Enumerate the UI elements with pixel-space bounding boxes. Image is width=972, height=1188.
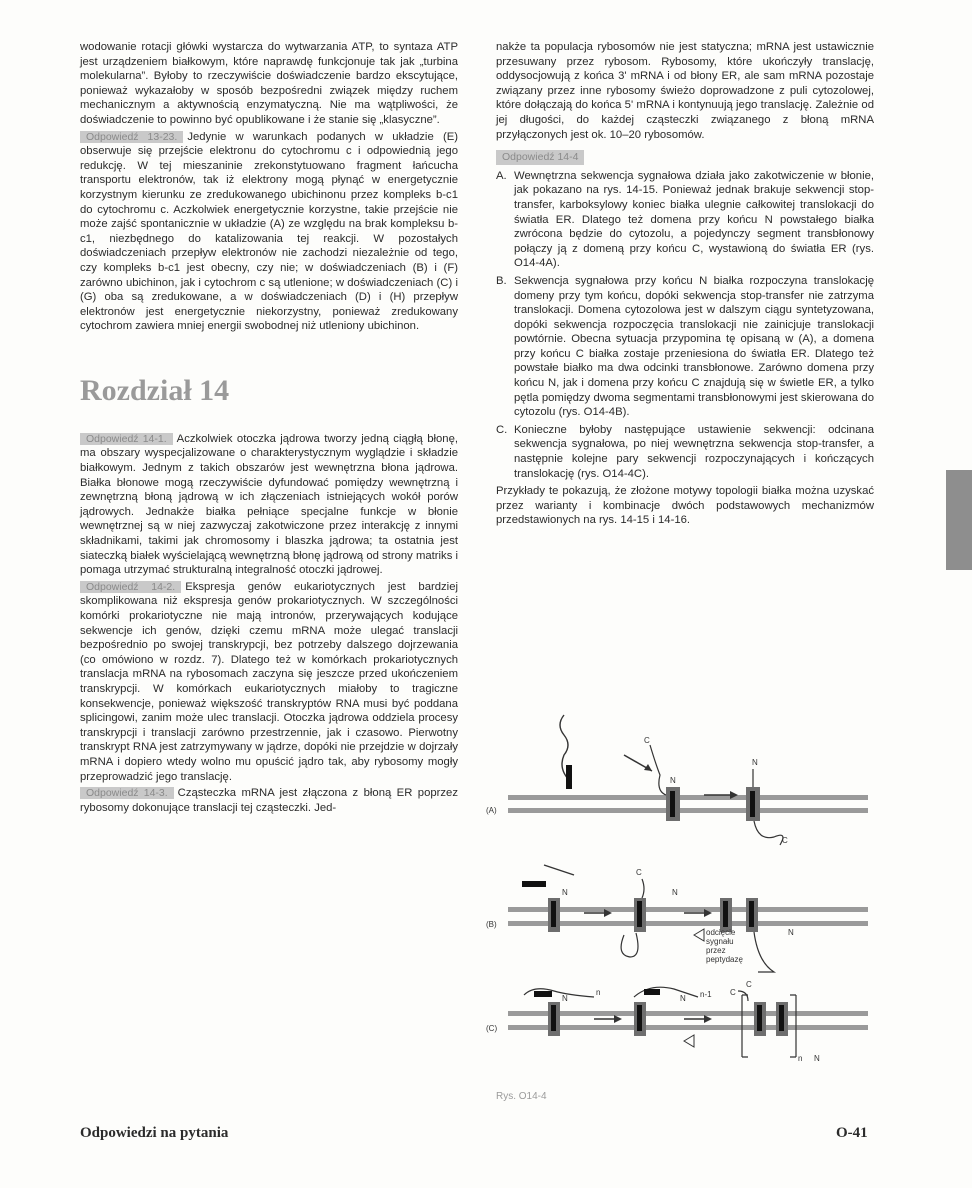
label-n-b3: N bbox=[788, 928, 794, 937]
label-n-a1: N bbox=[670, 776, 676, 785]
tm-c2 bbox=[637, 1005, 642, 1031]
cleave-label-4: peptydazę bbox=[706, 955, 743, 964]
label-n-b2: N bbox=[672, 888, 678, 897]
panel-a-label: (A) bbox=[486, 806, 497, 815]
tm-b2 bbox=[637, 901, 642, 927]
label-n-c3: N bbox=[814, 1054, 820, 1063]
tm-b4 bbox=[749, 901, 754, 927]
figure-o14-4 bbox=[484, 695, 884, 1115]
signal-segment bbox=[566, 765, 572, 789]
panel-c bbox=[486, 987, 868, 1063]
answer-14-1 bbox=[80, 432, 458, 578]
answer-14-3 bbox=[80, 786, 458, 815]
answer-14-2 bbox=[80, 580, 458, 784]
list-marker: B. bbox=[496, 274, 507, 287]
tm-b3 bbox=[723, 901, 728, 927]
panel-a bbox=[486, 715, 868, 845]
signal-b bbox=[522, 881, 546, 887]
list-item bbox=[496, 169, 874, 271]
answer-label-14-1: Odpowiedź 14-1. bbox=[80, 433, 173, 445]
closing-paragraph: Przykłady te pokazują, że złożone motywy topologii białka można uzyskać przez warianty i kombinacje dwóch podstawowych mechanizmów przedstawionych na rys. 14-15 i 14-16. bbox=[496, 485, 874, 527]
answer-14-4-list bbox=[496, 169, 874, 481]
membrane-bottom bbox=[508, 1025, 868, 1030]
label-n-c2: N bbox=[680, 994, 686, 1003]
peptidase-marker-c bbox=[684, 1035, 694, 1047]
answer-text-13-23: Jedynie w warunkach podanych w układzie (E) obserwuje się przejście elektronu do cytochromu c i odpowiednią jego redukcję. W tej mieszaninie zrekonstytuowano fragment łańcucha transportu elektronów, tak iż elektrony mogą płynąć w energetycznie korzystnym kierunku ze zredukowanego ubichinonu przez kompleks b-c1 do cytochromu c. Aczkolwiek energetycznie korzystne, takie przejście nie może zajść spontanicznie w układzie (A) ze względu na brak kompleksu b-c1, niezbędnego do katalizowania tej reakcji. W pozostałych doświadczeniach przepływ elektronów nie zachodzi niezależnie od tego, czy kompleks b-c1 jest obecny, czy nie; w doświadczeniach (B) i (F) zarówno ubichinon, jak i cytochrom c są utlenione; w doświadczeniach (C) i (G) oba są zredukowane, a w doświadczeniach (D) i (H) przepływ elektronów jest energetycznie niekorzystny, ponieważ zredukowany cytochrom zawiera mniej energii swobodnej niż utleniony ubichinon. bbox=[80, 130, 458, 333]
tm-segment-a1 bbox=[670, 791, 675, 817]
answer-13-23 bbox=[80, 130, 458, 334]
membrane-bottom bbox=[508, 808, 868, 813]
list-item-text: Sekwencja sygnałowa przy końcu N białka rozpoczyna translokację domeny przy tym końcu, dopóki sekwencja stop-transfer nie zatrzyma translokacji. Domena cytozolowa jest w dalszym ciągu syntetyzowana, dopóki sekwencja rozpoczęcia translokacji nie zainicjuje translokacji powtórnie. Obecna sytuacja przypomina tę opisaną w (A), a domena przy końcu C białka zostaje przeniesiona do światła ER. Dlatego też powstałe białko ma dwa odcinki transbłonowe. Zarówno domena przy końcu N, jak i domena przy końcu C znajdują się w świetle ER, a tylko pętla pomiędzy dwoma segmentami transbłonowymi jest skierowana do cytozolu (rys. O14-4B). bbox=[514, 274, 874, 419]
nascent-chain-b bbox=[544, 865, 574, 875]
tm-b1 bbox=[551, 901, 556, 927]
membrane-top bbox=[508, 1011, 868, 1016]
footer-title: Odpowiedzi na pytania bbox=[80, 1125, 229, 1141]
list-item bbox=[496, 423, 874, 481]
cleave-label-1: odcięcie bbox=[706, 928, 736, 937]
answer-label-14-2: Odpowiedź 14-2. bbox=[80, 581, 181, 593]
c-tail-a2 bbox=[754, 821, 783, 845]
c-tail-b2 bbox=[754, 932, 774, 972]
signal-c2 bbox=[644, 989, 660, 995]
c-tail-c bbox=[738, 991, 748, 1001]
label-sub-n1: n-1 bbox=[700, 990, 712, 999]
continuation-paragraph: nakże ta populacja rybosomów nie jest statyczna; mRNA jest ustawicznie przesuwany przez rybosom. Rybosomy, które ukończyły translację, oddysocjowują z końca 3' mRNA i od błony ER, ale sam mRNA pozostaje związany przez inne rybosomy świeżo doprowadzone z puli cytozolowej, które dołączają do końca 5' mRNA i kontynuują jego translację. Zależnie od jej długości, do każdej cząsteczki związanego z błoną mRNA przyłączonych jest ok. 10–20 rybosomów. bbox=[496, 41, 874, 141]
c-tail-b bbox=[642, 879, 644, 898]
arrow-head-6 bbox=[704, 1015, 712, 1023]
answer-text-14-2: Ekspresja genów eukariotycznych jest bardziej skomplikowana niż ekspresja genów prokariotycznych. W szczególności komórki prokariotyczne nie mają intronów, przerywających kodujące sekwencje ich genów, dzięki czemu mRNA może ulegać translacji bezpośrednio po swojej transkrypcji, bez potrzeby dalszego dojrzewania (co omówiono w rozdz. 7). Dlatego też w komórkach prokariotycznych translacja mRNA na rybosomach zaczyna się jeszcze przed ukończeniem transkrypcji. W komórkach eukariotycznych miałoby to tragiczne konsekwencje, ponieważ większość transkryptów RNA musi być poddana splicingowi, zanim może ulec translacji. Otoczka jądrowa oddziela procesy transkrypcji i translacji zarówno przestrzennie, jak i czasowo. Pierwotny transkrypt RNA jest zatrzymywany w jądrze, dopóki nie przejdzie w dojrzały mRNA i dopiero wtedy wolno mu opuścić jądro tak, aby rybosomy mogły przeprowadzić jego translację. bbox=[80, 580, 458, 783]
signal-c bbox=[534, 991, 552, 997]
chapter-title: Rozdział 14 bbox=[80, 373, 230, 407]
page-number: O-41 bbox=[836, 1125, 868, 1141]
side-thumb-tab bbox=[946, 470, 972, 570]
label-c-b2: C bbox=[746, 980, 752, 989]
arrow-head-5 bbox=[614, 1015, 622, 1023]
label-n-c1: N bbox=[562, 994, 568, 1003]
membrane-top bbox=[508, 795, 868, 800]
peptidase-marker bbox=[694, 929, 704, 941]
figure-caption: Rys. O14-4 bbox=[496, 1091, 547, 1102]
tm-segment-a2 bbox=[750, 791, 755, 817]
tm-c4 bbox=[779, 1005, 784, 1031]
label-n-b1: N bbox=[562, 888, 568, 897]
panel-b bbox=[486, 865, 868, 989]
label-sub-n: n bbox=[596, 988, 601, 997]
left-column bbox=[80, 40, 458, 817]
answer-text-14-3: Cząsteczka mRNA jest złączona z błoną ER poprzez rybosomy dokonujące translacji tej cząsteczki. Jed- bbox=[80, 787, 458, 814]
chain-c2 bbox=[634, 987, 698, 997]
label-c-a: C bbox=[644, 736, 650, 745]
right-column bbox=[496, 40, 874, 530]
membrane-bottom bbox=[508, 921, 868, 926]
panel-b-label: (B) bbox=[486, 920, 497, 929]
list-item bbox=[496, 274, 874, 420]
membrane-top bbox=[508, 907, 868, 912]
cleave-label-2: sygnału bbox=[706, 937, 734, 946]
list-marker: C. bbox=[496, 423, 508, 436]
loop-a1 bbox=[650, 745, 666, 795]
label-n-a2: N bbox=[752, 758, 758, 767]
answer-text-14-1: Aczkolwiek otoczka jądrowa tworzy jedną ciągłą błonę, ma obszary wyspecjalizowane o charakterystycznym wyglądzie i składzie białkowym. Jednym z takich obszarów jest wewnętrzna błona jądrowa. Białka błonowe mogą rzeczywiście dyfundować pomiędzy wewnętrzną i zewnętrzną błoną jądrową w ich złączeniach istniejących wokół porów jądrowych. Jednakże białka pełniące specjalne funkcje w błonie wewnętrznej są w niej zazwyczaj zakotwiczone przez interakcję z innymi składnikami, takimi jak chromosomy i blaszka jądrowa; ta ostatnia jest siateczką białek wyścielającą wewnętrzną błonę jądrową od strony matriks i pomaga utrzymać strukturalną integralność otoczki jądrowej. bbox=[80, 432, 458, 577]
intro-paragraph: wodowanie rotacji główki wystarcza do wytwarzania ATP, to syntaza ATP jest urządzeniem białkowym, które naprawdę funkcjonuje tak jak „turbina molekularna”. Byłoby to rzeczywiście doświadczenie bardzo ekscytujące, ponieważ wykazałoby w sposób bezpośredni związek między ruchem mechanicznym a aktywnością enzymatyczną. Nie ma wątpliwości, że doświadczenie to powinno być opublikowane i że stanie się „klasyczne”. bbox=[80, 41, 458, 126]
tm-c1 bbox=[551, 1005, 556, 1031]
answer-label-13-23: Odpowiedź 13-23. bbox=[80, 131, 183, 143]
list-item-text: Wewnętrzna sekwencja sygnałowa działa jako zakotwiczenie w błonie, jak pokazano na rys. 14-15. Ponieważ jednak brakuje sekwencji stop-transfer, karboksylowy koniec białka ulegnie całkowitej translokacji do światła ER. Dlatego też domena przy końcu N powstałego białka zwrócona będzie do cytozolu, a pojedynczy segment transbłonowy połączy ją z domeną przy końcu C, wystawioną do światła ER (rys. O14-4A). bbox=[514, 169, 874, 270]
label-bracket-n: n bbox=[798, 1054, 803, 1063]
loop-b bbox=[621, 933, 638, 957]
cleave-label-3: przez bbox=[706, 946, 726, 955]
panel-c-label: (C) bbox=[486, 1024, 498, 1033]
answer-label-14-3: Odpowiedź 14-3. bbox=[80, 787, 174, 799]
list-marker: A. bbox=[496, 169, 507, 182]
label-c-a2: C bbox=[782, 836, 788, 845]
answer-label-14-4: Odpowiedź 14-4 bbox=[496, 150, 584, 165]
label-c-b: C bbox=[636, 868, 642, 877]
tm-c3 bbox=[757, 1005, 762, 1031]
label-c-c: C bbox=[730, 988, 736, 997]
list-item-text: Konieczne byłoby następujące ustawienie sekwencji: odcinana sekwencja sygnałowa, po niej wewnętrzna sekwencja stop-transfer, a następnie kolejne pary sekwencji rozpoczynających i kończących translokację (rys. O14-4C). bbox=[514, 423, 874, 480]
